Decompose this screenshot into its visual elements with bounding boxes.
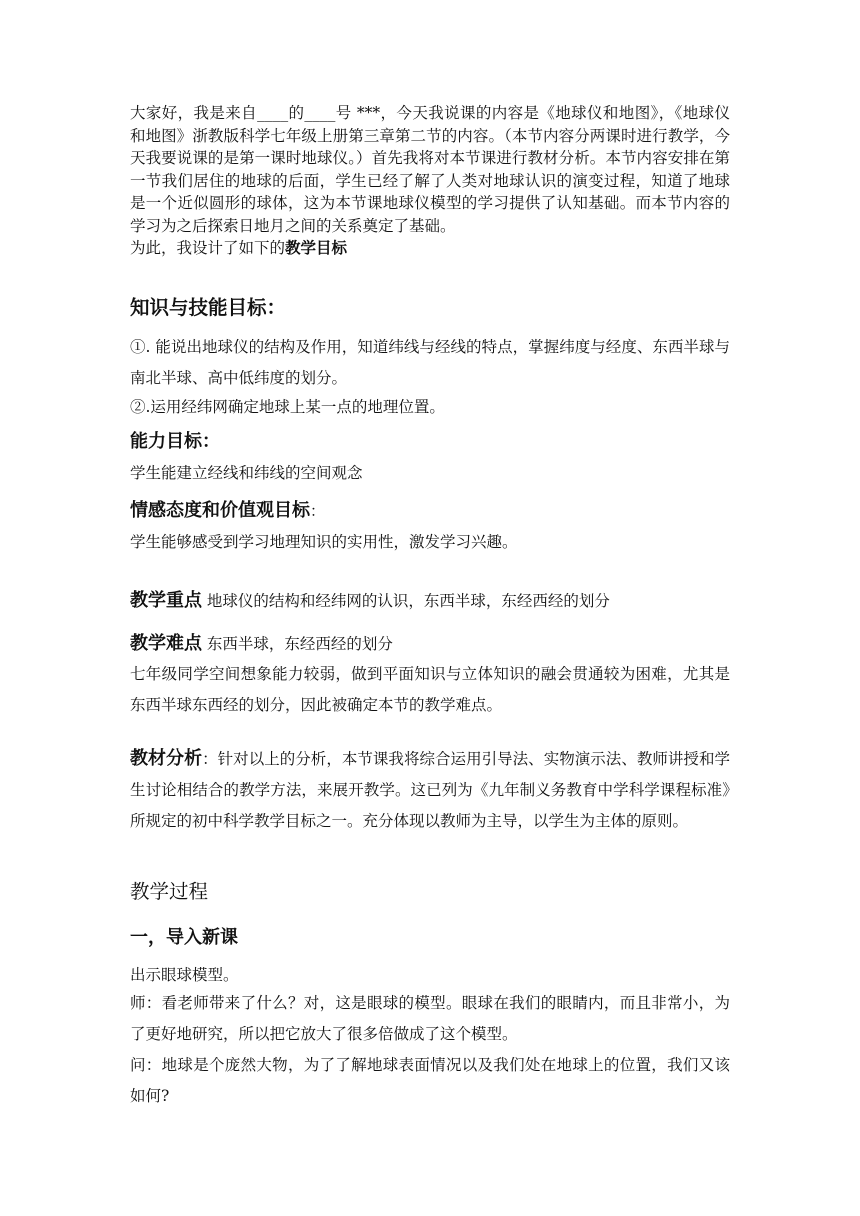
emotion-text: 学生能够感受到学习地理知识的实用性，激发学习兴趣。 xyxy=(130,533,518,551)
difficulty-label: 教学难点 xyxy=(130,633,202,654)
difficulty-explain: 七年级同学空间想象能力较弱，做到平面知识与立体知识的融会贯通较为困难，尤其是东西半球东西经的划分，因此被确定本节的教学难点。 xyxy=(130,665,730,714)
emotion-heading xyxy=(130,499,730,523)
process-heading-text: 教学过程 xyxy=(130,880,209,903)
process-line-1: 出示眼球模型。 xyxy=(130,966,239,984)
difficulty-section xyxy=(130,631,730,721)
knowledge-items xyxy=(130,332,730,418)
difficulty-line xyxy=(130,631,730,657)
process-line-3: 问：地球是个庞然大物，为了了解地球表面情况以及我们处在地球上的位置，我们又该如何? xyxy=(130,1056,730,1105)
intro-lead-bold: 教学目标 xyxy=(285,239,348,257)
knowledge-heading xyxy=(130,295,730,321)
key-point-label: 教学重点 xyxy=(130,590,202,611)
intro-section xyxy=(130,102,730,260)
process-heading xyxy=(130,879,730,905)
process-line-2: 师：看老师带来了什么？对，这是眼球的模型。眼球在我们的眼睛内，而且非常小，为了更好地研究，所以把它放大了很多倍做成了这个模型。 xyxy=(130,994,730,1043)
emotion-section xyxy=(130,499,730,553)
analysis-label: 教材分析 xyxy=(130,748,203,769)
process-sub1 xyxy=(130,926,730,950)
knowledge-item-2: ②.运用经纬网确定地球上某一点的地理位置。 xyxy=(130,398,445,416)
ability-section xyxy=(130,430,730,484)
process-body xyxy=(130,962,730,1112)
knowledge-heading-text: 知识与技能目标： xyxy=(130,296,287,319)
intro-paragraph: 大家好，我是来自____的____号 ***，今天我说课的内容是《地球仪和地图》，《地球仪和地图》浙教版科学七年级上册第三章第二节的内容。（本节内容分两课时进行教学，今天我要说课的是第一课时地球仪。）首先我将对本节课进行教材分析。本节内容安排在第一节我们居住的地球的后面，学生已经了解了人类对地球认识的演变过程，知道了地球是一个近似圆形的球体，这为本节课地球仪模型的学习提供了认知基础。而本节内容的学习为之后探索日地月之间的关系奠定了基础。 xyxy=(130,104,730,235)
ability-text: 学生能建立经线和纬线的空间观念 xyxy=(130,464,363,482)
analysis-paragraph xyxy=(130,743,730,837)
ability-heading: 能力目标： xyxy=(130,431,220,452)
key-point-text: 地球仪的结构和经纬网的认识，东西半球，东经西经的划分 xyxy=(202,592,610,610)
emotion-heading-colon: ： xyxy=(310,502,326,520)
analysis-text: ：针对以上的分析，本节课我将综合运用引导法、实物演示法、教师讲授和学生讨论相结合的教学方法，来展开教学。这已列为《九年制义务教育中学科学课程标准》所规定的初中科学教学目标之一。充分体现以教师为主导，以学生为主体的原则。 xyxy=(130,750,730,830)
emotion-heading-text: 情感态度和价值观目标 xyxy=(130,500,310,521)
key-point-section xyxy=(130,588,730,614)
analysis-section xyxy=(130,743,730,837)
intro-lead-text: 为此，我设计了如下的 xyxy=(130,239,286,257)
intro-lead xyxy=(130,237,730,260)
key-point-line xyxy=(130,588,730,614)
difficulty-text: 东西半球，东经西经的划分 xyxy=(202,635,393,653)
knowledge-item-1: ①. 能说出地球仪的结构及作用，知道纬线与经线的特点，掌握纬度与经度、东西半球与南北半球、高中低纬度的划分。 xyxy=(130,338,730,387)
process-sub1-heading: 一，导入新课 xyxy=(130,927,238,948)
